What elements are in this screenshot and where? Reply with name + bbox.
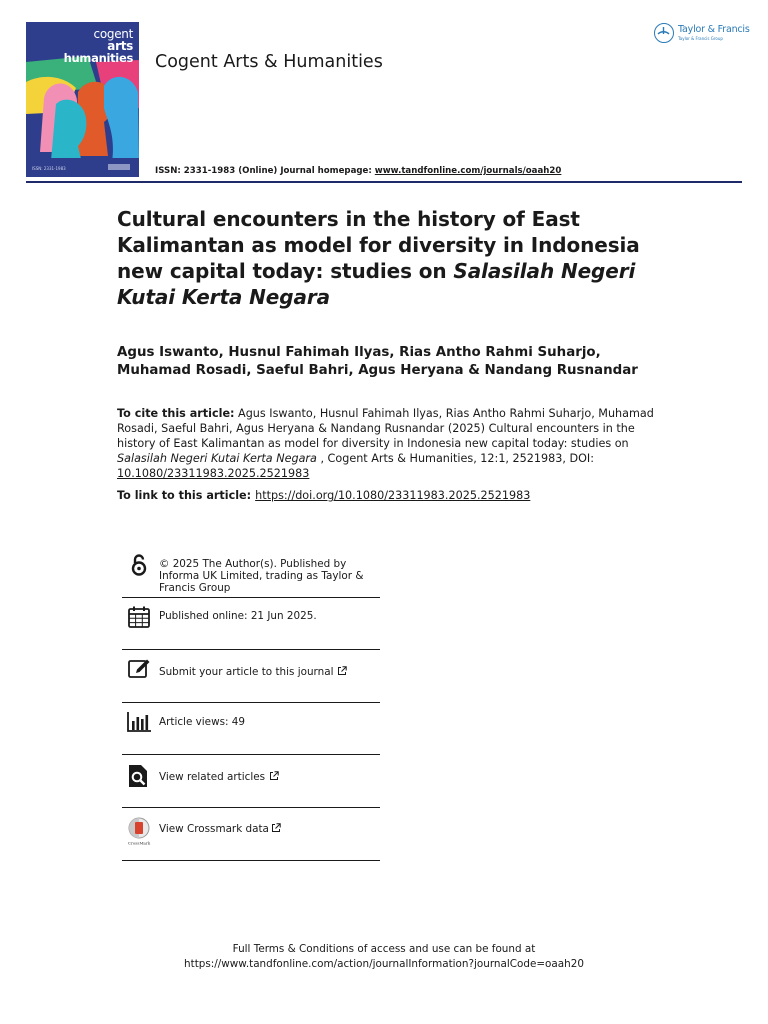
citation-text-part1: Agus Iswanto, Husnul Fahimah Ilyas, Rias Antho Rahmi Suharjo, Muhamad Rosadi, Saeful Bahri, Agus Heryana & Nandang Rusnandar (2025) Cultural encounters in the history of East Kalimantan as model for diversity in Indonesia new capital today: studies on	[117, 407, 654, 450]
related-articles-row[interactable]	[122, 763, 380, 791]
crossmark-badge-text: CrossMark	[127, 840, 151, 846]
journal-cover-image	[26, 22, 139, 177]
published-online-row	[122, 604, 380, 634]
publisher-name: Taylor & Francis	[678, 24, 750, 35]
citation-text-part2: , Cogent Arts & Humanities, 12:1, 2521983, DOI:	[316, 452, 594, 465]
open-access-license-row	[122, 552, 380, 596]
related-articles-label: View related articles	[159, 771, 266, 783]
cover-brand-line3: humanities	[63, 51, 133, 65]
terms-footer	[0, 942, 768, 972]
bar-chart-icon	[126, 709, 152, 735]
related-articles-link[interactable]	[159, 771, 385, 783]
article-views-row	[122, 709, 380, 737]
external-link-icon	[337, 666, 347, 676]
citation-text-italic: Salasilah Negeri Kutai Kerta Negara	[117, 452, 317, 465]
submit-article-link[interactable]	[159, 666, 385, 678]
publisher-logo[interactable]	[654, 22, 749, 48]
submit-article-row[interactable]	[122, 657, 380, 687]
published-online-text: Published online: 21 Jun 2025.	[159, 610, 317, 622]
info-divider	[122, 702, 380, 703]
citation-block	[117, 406, 657, 481]
publisher-tagline: Taylor & Francis Group	[678, 36, 723, 41]
taylor-francis-logo-icon	[654, 23, 674, 43]
info-divider	[122, 860, 380, 861]
cover-brand-line1: cogent	[93, 27, 133, 41]
crossmark-row[interactable]	[122, 816, 380, 846]
info-divider	[122, 597, 380, 598]
info-divider	[122, 807, 380, 808]
header-divider	[26, 181, 742, 183]
citation-doi-link[interactable]: 10.1080/23311983.2025.2521983	[117, 467, 310, 480]
search-document-icon	[126, 763, 152, 789]
article-authors: Agus Iswanto, Husnul Fahimah Ilyas, Rias Antho Rahmi Suharjo, Muhamad Rosadi, Saeful Bahri, Agus Heryana & Nandang Rusnandar	[117, 345, 638, 378]
terms-link[interactable]: https://www.tandfonline.com/action/journalInformation?journalCode=oaah20	[184, 958, 584, 970]
cover-issn: ISSN: 2331-1983	[32, 166, 66, 171]
article-title	[117, 206, 677, 310]
external-link-icon	[269, 771, 279, 781]
external-link-icon	[271, 823, 281, 833]
edit-icon	[126, 657, 152, 683]
calendar-icon	[126, 604, 152, 630]
article-title-main: Cultural encounters in the history of East Kalimantan as model for diversity in Indonesia new capital today: studies on	[117, 207, 640, 283]
crossmark-link[interactable]	[159, 823, 385, 835]
license-text: © 2025 The Author(s). Published by Informa UK Limited, trading as Taylor & Francis Group	[159, 558, 364, 594]
info-divider	[122, 649, 380, 650]
citation-label: To cite this article:	[117, 407, 235, 420]
issn-homepage-line	[155, 166, 561, 176]
terms-line1: Full Terms & Conditions of access and use can be found at	[232, 943, 536, 955]
submit-article-label: Submit your article to this journal	[159, 666, 334, 678]
crossmark-icon	[124, 816, 154, 846]
info-divider	[122, 754, 380, 755]
cover-brand-line2: arts	[107, 39, 133, 53]
article-views-text: Article views: 49	[159, 716, 246, 728]
article-title-italic: Salasilah Negeri Kutai Kerta Negara	[117, 259, 636, 309]
article-doi-link[interactable]: https://doi.org/10.1080/23311983.2025.2521983	[255, 489, 531, 502]
open-access-icon	[126, 552, 152, 578]
journal-name[interactable]: Cogent Arts & Humanities	[155, 52, 383, 72]
link-to-article-line	[117, 489, 530, 502]
cover-brand-text	[64, 28, 133, 64]
crossmark-label: View Crossmark data	[159, 823, 269, 835]
issn-text: ISSN: 2331-1983 (Online) Journal homepage:	[155, 166, 375, 176]
link-to-article-label: To link to this article:	[117, 489, 252, 502]
journal-homepage-link[interactable]: www.tandfonline.com/journals/oaah20	[374, 166, 562, 176]
